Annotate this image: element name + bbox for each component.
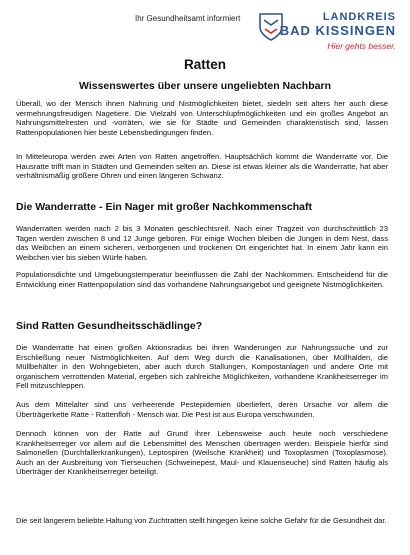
- logo: [246, 11, 396, 59]
- section2-paragraph-4: Die seit längerem beliebte Haltung von Zuchtratten stellt hingegen keine solche Gefahr für die Gesundheit dar.: [16, 516, 387, 525]
- section1-paragraph-1: Wanderratten werden nach 2 bis 3 Monaten geschlechtsreif. Nach einer Tragzeit von durchschnittlich 23 Tagen werden zwischen 8 und 12 Junge geboren. Für einige Wochen bleiben die Jungen in dem Nest, dass das Weibchen an einem sicheren, verborgenen und trockenen Ort eingerichtet hat. In einem Jahr kann ein Weibchen vier bis sieben Würfe haben.: [16, 224, 388, 262]
- section-heading-gesundheit: Sind Ratten Gesundheitsschädlinge?: [16, 320, 203, 332]
- section2-paragraph-1: Die Wanderratte hat einen großen Aktionsradius bei ihren Wanderungen zur Nahrungssuche und zur Erschließung neuer Nistmöglichkeiten. Auf dem Weg durch die Kanalisationen, über Müllhalden, die Müllbehälter in den Wohngebieten, aber auch durch Stallungen, Kompostanlagen und andere Orte mit organischem verrottenden Material, ergeben sich zahlreiche Möglichkeiten, vorhandene Krankheitserreger im Fell mitzuschleppen.: [16, 343, 388, 391]
- header-topline: Ihr Gesundheitsamt informiert: [135, 14, 241, 23]
- intro-paragraph-1: Überall, wo der Mensch ihnen Nahrung und Nistmöglichkeiten bietet, siedeln seit alters her auch diese vermehrungsfreudigen Nagetiere. Die Vielzahl von Unterschlupfmöglichkeiten und ein großes Angebot an Nahrungsmittelresten und -vorräten, wie sie für Städte und Gemeinden charakteristisch sind, lassen Rattenpopulationen hier beste Lebensbedingungen finden.: [16, 99, 388, 137]
- intro-paragraph-2: In Mitteleuropa werden zwei Arten von Ratten angetroffen. Hauptsächlich kommt die Wanderratte vor. Die Hausratte trifft man in Städten und Gemeinden selten an. Diese ist etwas kleiner als die Wanderratte, hat aber verhältnismäßig größere Ohren und einen längeren Schwanz.: [16, 152, 388, 181]
- page-title: Ratten: [183, 57, 226, 72]
- logo-line-1: LANDKREIS: [322, 11, 396, 23]
- section2-paragraph-2: Aus dem Mittelalter sind uns verheerende Pestepidemien überliefert, deren Ursache vor allem die Überträgerkette Ratte - Rattenfloh - Mensch war. Die Pest ist aus Europa verschwunden.: [16, 400, 388, 419]
- logo-tagline: Hier gehts besser.: [327, 41, 396, 51]
- page-subtitle: Wissenswertes über unsere ungeliebten Nachbarn: [79, 80, 331, 92]
- section1-paragraph-2: Populationsdichte und Umgebungstemperatur beeinflussen die Zahl der Nachkommen. Entscheidend für die Entwicklung einer Rattenpopulation sind das vorhandene Nahrungsangebot und geeignete Nistmöglichkeiten.: [16, 270, 388, 289]
- logo-line-2: BAD KISSINGEN: [279, 23, 396, 38]
- section2-paragraph-3: Dennoch können von der Ratte auf Grund ihrer Lebensweise auch heute noch verschiedene Krankheitserreger vor allem auf die Lebensmittel des Menschen übertragen werden. Beispiele hierfür sind Salmonellen (Durchfallerkrankungen), Leptospiren (Weilsche Krankheit) und Toxoplasmen (Toxoplasmose). Auch an der Ausbreitung von Tierseuchen (Schweinepest, Maul- und Klauenseuche) sind Ratten häufig als Überträger der Krankheitserreger beteiligt.: [16, 429, 388, 477]
- section-heading-wanderratte: Die Wanderratte - Ein Nager mit großer Nachkommenschaft: [16, 201, 313, 213]
